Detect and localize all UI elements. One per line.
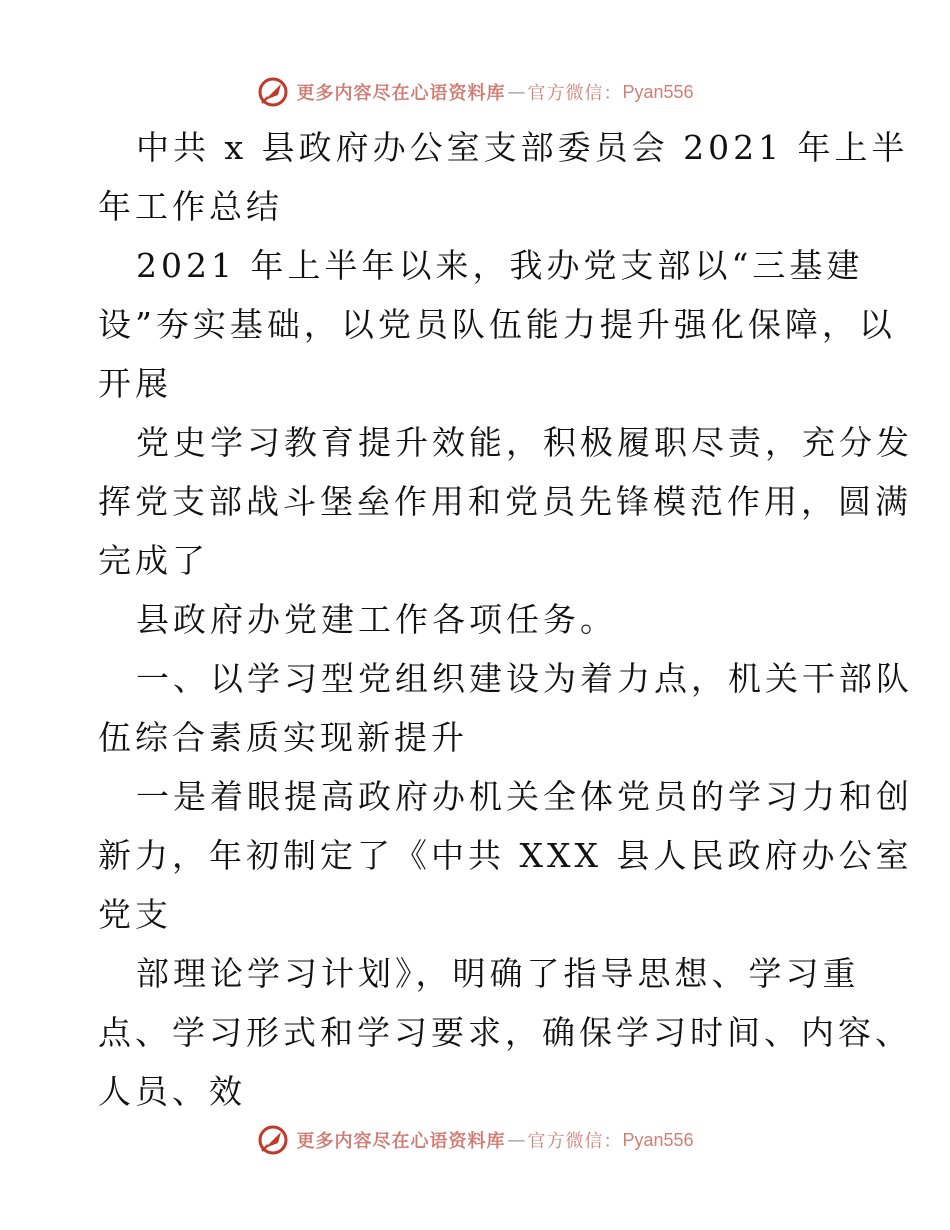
watermark-brand: 更多内容尽在心语资料库 <box>296 83 506 104</box>
quill-logo-icon <box>256 1123 290 1157</box>
quill-logo-icon <box>256 75 290 109</box>
text-line: 完成了 <box>98 541 209 580</box>
text-line: 一是着眼提高政府办机关全体党员的学习力和创 <box>136 777 913 816</box>
text-line: 年工作总结 <box>98 187 283 226</box>
text-line: 2021 年上半年以来，我办党支部以“三基建 <box>136 246 864 285</box>
text-line: 开展 <box>98 364 172 403</box>
text-line: 部理论学习计划》，明确了指导思想、学习重 <box>136 954 860 993</box>
text-line: 县政府办党建工作各项任务。 <box>136 600 617 639</box>
watermark-brand: 更多内容尽在心语资料库 <box>296 1131 506 1152</box>
text-line: 人员、效 <box>98 1072 246 1111</box>
watermark-banner-top <box>0 72 950 112</box>
text-line: 党史学习教育提升效能，积极履职尽责，充分发 <box>136 423 913 462</box>
text-line: 挥党支部战斗堡垒作用和党员先锋模范作用，圆满 <box>98 482 912 521</box>
watermark-handle: Pyan556 <box>622 1129 694 1150</box>
text-line: 中共 x 县政府办公室支部委员会 2021 年上半 <box>136 128 909 167</box>
watermark-banner-bottom <box>0 1120 950 1160</box>
text-line: 新力，年初制定了《中共 XXX 县人民政府办公室 <box>98 836 913 875</box>
watermark-dash: — <box>507 1129 526 1151</box>
watermark-contact-label: 官方微信： <box>527 83 623 104</box>
watermark-contact-label: 官方微信： <box>527 1131 623 1152</box>
text-line: 党支 <box>98 895 172 934</box>
text-line: 点、学习形式和学习要求，确保学习时间、内容、 <box>98 1013 912 1052</box>
text-line: 设”夯实基础，以党员队伍能力提升强化保障，以 <box>98 305 896 344</box>
watermark-dash: — <box>507 81 526 103</box>
section-heading: 一、以学习型党组织建设为着力点，机关干部队 <box>136 659 913 698</box>
section-heading-continued: 伍综合素质实现新提升 <box>98 718 468 757</box>
watermark-handle: Pyan556 <box>622 81 694 102</box>
document-body <box>98 118 913 1121</box>
